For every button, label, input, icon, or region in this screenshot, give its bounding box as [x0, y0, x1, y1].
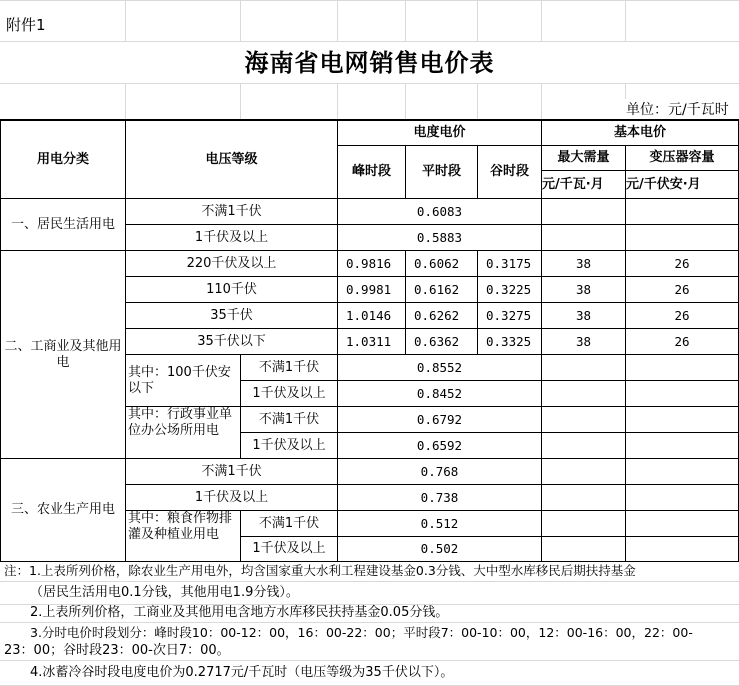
- voltage-cell: 35千伏: [210, 307, 253, 323]
- valley-price-cell: 0.3175: [486, 255, 532, 271]
- peak-price-cell: 1.0146: [346, 307, 392, 323]
- price-cell: 0.738: [420, 489, 459, 505]
- peak-price-cell: 1.0311: [346, 333, 392, 349]
- header-flat: 平时段: [421, 164, 461, 179]
- gridline: [240, 83, 241, 119]
- note-3-line-1: 3.分时电价时段划分：峰时段10：00-12：00，16：00-22：00；平时段7：00-10：00，12：00-16：00，22：00-: [30, 625, 693, 640]
- voltage-cell: 不满1千伏: [258, 411, 320, 427]
- price-cell: 0.6592: [416, 437, 463, 453]
- demand-price-cell: 38: [575, 255, 592, 271]
- price-cell: 0.768: [420, 463, 459, 479]
- flat-price-cell: 0.6262: [414, 307, 460, 323]
- capacity-price-cell: 26: [674, 333, 690, 349]
- price-cell: 0.8452: [416, 385, 463, 401]
- gridline: [0, 0, 739, 1]
- price-cell: 0.502: [420, 541, 459, 556]
- header-max-demand-unit: 元/千瓦·月: [542, 176, 604, 192]
- table-border: [0, 561, 739, 562]
- flat-price-cell: 0.6162: [414, 281, 460, 297]
- note-4: 4.冰蓄冷谷时段电度电价为0.2717元/千瓦时（电压等级为35千伏以下）。: [30, 665, 454, 680]
- voltage-cell: 不满1千伏: [258, 515, 320, 531]
- voltage-cell: 1千伏及以上: [252, 437, 326, 453]
- header-valley: 谷时段: [489, 164, 529, 179]
- voltage-cell: 220千伏及以上: [186, 255, 277, 271]
- gridline: [541, 83, 542, 119]
- flat-price-cell: 0.6062: [414, 255, 460, 271]
- page-title: 海南省电网销售电价表: [244, 48, 495, 77]
- category-commercial: 二、工商业及其他用电: [4, 338, 122, 370]
- note-3-line-2: 23：00；谷时段23：00-次日7：00。: [4, 643, 230, 658]
- price-cell: 0.8552: [416, 359, 463, 375]
- gridline: [625, 0, 626, 41]
- gridline: [0, 41, 739, 42]
- voltage-cell: 不满1千伏: [201, 203, 262, 219]
- capacity-price-cell: 26: [674, 307, 690, 323]
- demand-price-cell: 38: [575, 333, 592, 349]
- capacity-price-cell: 26: [674, 255, 690, 271]
- note-2: 2.上表所列价格，工商业及其他用电含地方水库移民扶持基金0.05分钱。: [30, 605, 449, 620]
- valley-price-cell: 0.3225: [486, 281, 532, 297]
- note-1-line-2: （居民生活用电0.1分钱，其他用电1.9分钱）。: [30, 585, 299, 600]
- valley-price-cell: 0.3275: [486, 307, 532, 323]
- header-transformer: 变压器容量: [649, 150, 715, 165]
- gridline: [337, 83, 338, 119]
- demand-price-cell: 38: [575, 307, 592, 323]
- gridline: [240, 0, 241, 41]
- gridline: [125, 83, 126, 119]
- demand-price-cell: 38: [575, 281, 592, 297]
- valley-price-cell: 0.3325: [486, 333, 532, 349]
- header-basic-price: 基本电价: [613, 125, 666, 140]
- gridline: [477, 0, 478, 41]
- header-transformer-unit: 元/千伏安·月: [626, 176, 701, 192]
- price-cell: 0.6083: [416, 203, 463, 219]
- voltage-cell: 1千伏及以上: [194, 229, 269, 245]
- flat-price-cell: 0.6362: [414, 333, 460, 349]
- gridline: [625, 83, 626, 99]
- header-peak: 峰时段: [351, 164, 391, 179]
- header-category: 用电分类: [36, 151, 89, 167]
- subcategory-small-commercial: 其中：100千伏安以下: [128, 364, 231, 396]
- voltage-cell: 1千伏及以上: [252, 385, 326, 401]
- gridline: [0, 581, 739, 582]
- header-energy-price: 电度电价: [413, 125, 466, 140]
- category-residential: 一、居民生活用电: [10, 216, 115, 232]
- gridline: [477, 83, 478, 119]
- subcategory-irrigation: 其中：粮食作物排灌及种植业用电: [128, 511, 233, 542]
- gridline: [0, 83, 739, 84]
- category-agriculture: 三、农业生产用电: [10, 502, 115, 517]
- voltage-cell: 1千伏及以上: [194, 489, 269, 505]
- header-voltage: 电压等级: [205, 151, 258, 167]
- voltage-cell: 110千伏: [206, 281, 257, 297]
- unit-label: 单位：元/千瓦时: [626, 102, 729, 118]
- gridline: [0, 660, 739, 661]
- header-max-demand: 最大需量: [557, 150, 610, 165]
- gridline: [541, 0, 542, 41]
- gridline: [0, 622, 739, 623]
- subcategory-admin-office: 其中：行政事业单位办公场所用电: [128, 407, 233, 438]
- price-cell: 0.6792: [416, 411, 463, 427]
- price-cell: 0.5883: [416, 229, 463, 245]
- note-1-line-1: 注：1.上表所列价格，除农业生产用电外，均含国家重大水利工程建设基金0.3分钱、大中型水库移民后期扶持基金: [4, 563, 636, 578]
- voltage-cell: 不满1千伏: [201, 463, 262, 479]
- gridline: [125, 0, 126, 41]
- peak-price-cell: 0.9981: [346, 281, 392, 297]
- voltage-cell: 不满1千伏: [258, 359, 320, 375]
- capacity-price-cell: 26: [674, 281, 690, 297]
- attachment-label: 附件1: [6, 16, 46, 34]
- gridline: [405, 0, 406, 41]
- gridline: [337, 0, 338, 41]
- price-cell: 0.512: [420, 515, 459, 531]
- gridline: [405, 83, 406, 119]
- voltage-cell: 35千伏以下: [197, 333, 266, 349]
- peak-price-cell: 0.9816: [346, 255, 392, 271]
- voltage-cell: 1千伏及以上: [252, 541, 326, 556]
